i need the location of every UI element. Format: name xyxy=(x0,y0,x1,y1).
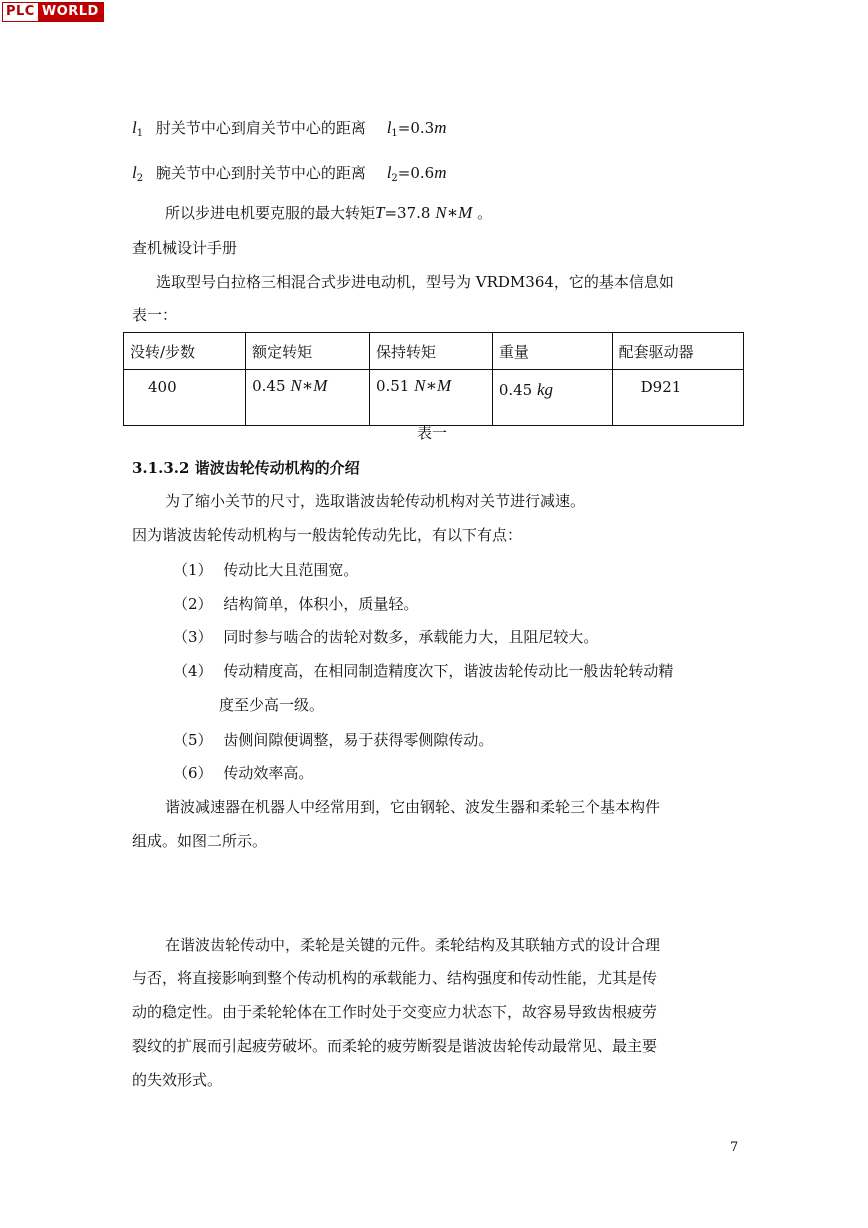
max-torque-line xyxy=(165,203,492,223)
paragraph-3-line-1: 谐波减速器在机器人中经常用到，它由钢轮、波发生器和柔轮三个基本构件 xyxy=(165,798,661,816)
paragraph-1: 为了缩小关节的尺寸，选取谐波齿轮传动机构对关节进行减速。 xyxy=(165,492,586,510)
logo-plc: PLC xyxy=(3,3,38,21)
torque-symbol: T xyxy=(375,203,385,222)
paragraph-2: 因为谐波齿轮传动机构与一般齿轮传动先比，有以下有点： xyxy=(132,526,523,544)
cell-driver: D921 xyxy=(612,370,743,426)
paragraph-4-line-5: 的失效形式。 xyxy=(132,1071,223,1089)
weight-num: 0.45 xyxy=(498,381,533,399)
list-item-number: （4） xyxy=(173,662,213,680)
list-item-number: （2） xyxy=(173,595,213,613)
select-line-1: 选取型号白拉格三相混合式步进电动机，型号为 VRDM364，它的基本信息如 xyxy=(156,273,674,291)
list-item xyxy=(173,560,358,580)
paragraph-3-line-2: 组成。如图二所示。 xyxy=(132,832,268,850)
list-item xyxy=(173,594,418,614)
l2-symbol: l xyxy=(132,163,137,182)
cell-holding-torque xyxy=(369,370,492,426)
select-line-2: 表一： xyxy=(132,306,178,324)
l2-value-subscript: 2 xyxy=(391,173,398,184)
list-item-text: 传动比大且范围宽。 xyxy=(223,561,359,579)
list-item xyxy=(173,627,598,647)
header-steps: 没转/步数 xyxy=(124,333,246,370)
list-item-continuation: 度至少高一级。 xyxy=(219,696,325,714)
torque-text: 所以步进电机要克服的最大转矩 xyxy=(165,204,376,222)
torque-value: =37.8 xyxy=(384,204,431,222)
torque-unit: N∗M xyxy=(435,203,473,222)
l1-value: =0.3 xyxy=(397,119,435,137)
list-item-text: 同时参与啮合的齿轮对数多，承载能力大，且阻尼较大。 xyxy=(223,628,599,646)
list-item xyxy=(173,661,673,681)
l1-value-symbol: l xyxy=(386,118,392,137)
l2-description: 腕关节中心到肘关节中心的距离 xyxy=(155,164,366,182)
header-rated-torque: 额定转矩 xyxy=(246,333,370,370)
header-driver: 配套驱动器 xyxy=(612,333,743,370)
list-item-number: （3） xyxy=(173,628,213,646)
l1-symbol: l xyxy=(132,118,137,137)
paragraph-4-line-2: 与否，将直接影响到整个传动机构的承载能力、结构强度和传动性能，尤其是传 xyxy=(132,969,658,987)
l2-subscript: 2 xyxy=(136,173,144,184)
list-item-number: （6） xyxy=(173,764,213,782)
header-holding-torque: 保持转矩 xyxy=(369,333,492,370)
cell-steps: 400 xyxy=(124,370,246,426)
header-weight: 重量 xyxy=(492,333,612,370)
list-item-number: （1） xyxy=(173,561,213,579)
paragraph-4-line-3: 动的稳定性。由于柔轮轮体在工作时处于交变应力状态下，故容易导致齿根疲劳 xyxy=(132,1003,658,1021)
weight-unit: kg xyxy=(537,380,554,399)
list-item-text: 传动效率高。 xyxy=(223,764,314,782)
table-caption: 表一 xyxy=(417,424,448,442)
motor-spec-table xyxy=(123,332,744,426)
cell-weight xyxy=(492,370,612,426)
l2-unit: m xyxy=(434,163,447,182)
page-number: 7 xyxy=(730,1140,739,1155)
rated-torque-num: 0.45 xyxy=(252,377,286,395)
l1-subscript: 1 xyxy=(136,128,144,139)
list-item xyxy=(173,763,313,783)
rated-torque-unit: N∗M xyxy=(290,376,328,395)
l2-value-symbol: l xyxy=(386,163,392,182)
section-heading: 3.1.3.2 谐波齿轮传动机构的介绍 xyxy=(132,459,360,477)
list-item-text: 齿侧间隙便调整，易于获得零侧隙传动。 xyxy=(223,731,494,749)
paragraph-4-line-4: 裂纹的扩展而引起疲劳破坏。而柔轮的疲劳断裂是谐波齿轮传动最常见、最主要 xyxy=(132,1037,658,1055)
cell-rated-torque xyxy=(246,370,370,426)
l2-value: =0.6 xyxy=(397,164,435,182)
table-row xyxy=(124,370,744,426)
torque-end: 。 xyxy=(477,204,493,222)
table-header-row xyxy=(124,333,744,370)
list-item xyxy=(173,730,493,750)
logo-world: WORLD xyxy=(38,3,103,21)
l1-value-subscript: 1 xyxy=(391,128,398,139)
list-item-text: 结构简单，体积小，质量轻。 xyxy=(223,595,419,613)
l2-definition xyxy=(132,163,447,189)
holding-torque-num: 0.51 xyxy=(375,377,410,395)
manual-line: 查机械设计手册 xyxy=(132,239,238,257)
l1-unit: m xyxy=(434,118,447,137)
l1-definition xyxy=(132,118,447,144)
plcworld-logo xyxy=(2,2,104,22)
list-item-text: 传动精度高，在相同制造精度次下，谐波齿轮传动比一般齿轮转动精 xyxy=(223,662,674,680)
list-item-number: （5） xyxy=(173,731,213,749)
l1-description: 肘关节中心到肩关节中心的距离 xyxy=(155,119,366,137)
holding-torque-unit: N∗M xyxy=(414,376,452,395)
paragraph-4-line-1: 在谐波齿轮传动中，柔轮是关键的元件。柔轮结构及其联轴方式的设计合理 xyxy=(165,936,661,954)
